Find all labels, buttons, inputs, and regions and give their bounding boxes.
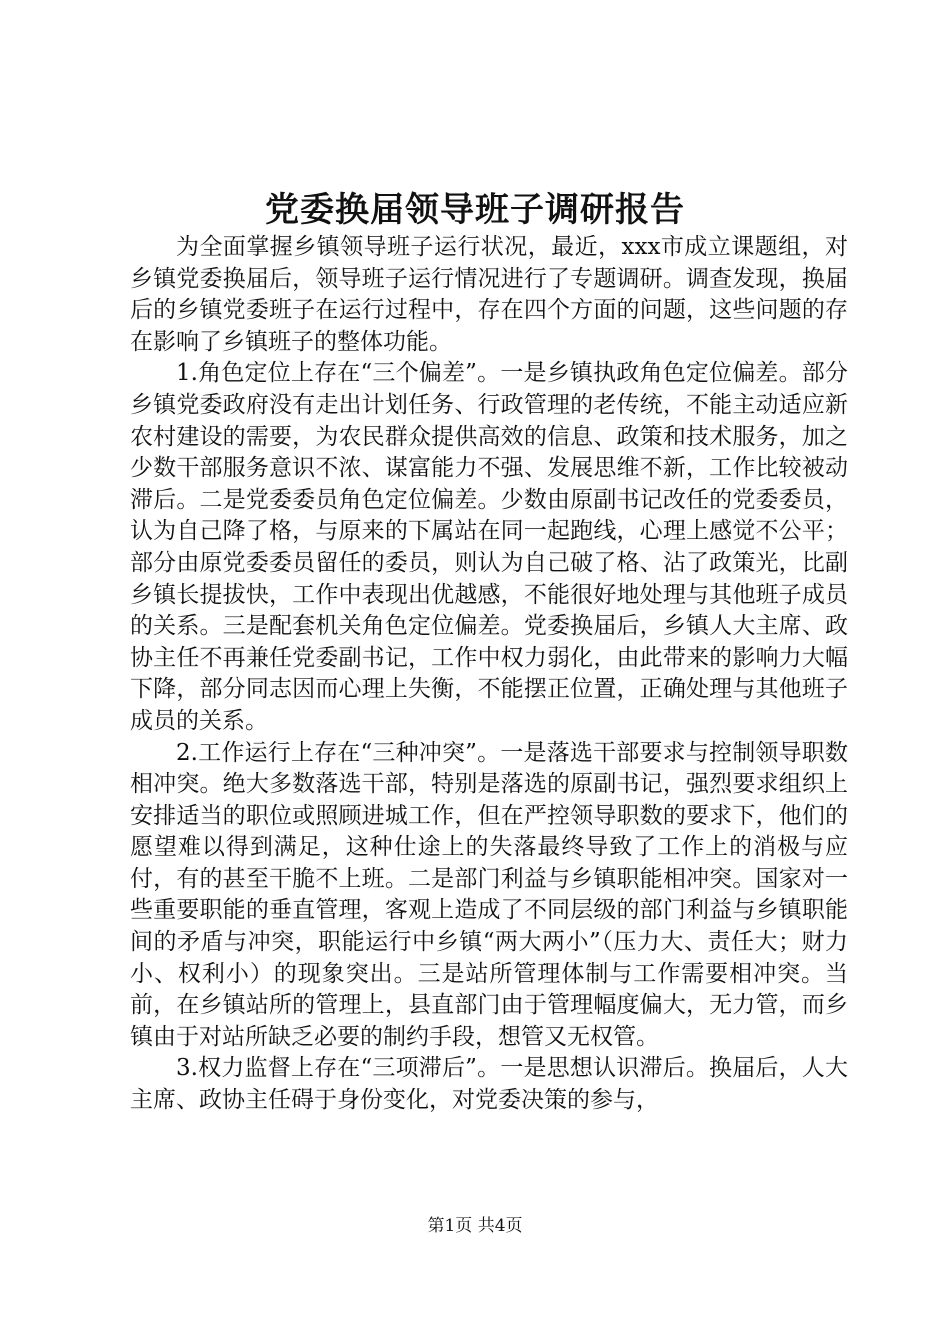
paragraph-section-3: 3.权力监督上存在“三项滞后”。一是思想认识滞后。换届后，人大主席、政协主任碍于身份变化，对党委决策的参与， (130, 1055, 848, 1114)
paragraph-intro: 为全面掌握乡镇领导班子运行状况，最近，xxx市成立课题组，对乡镇党委换届后，领导班子运行情况进行了专题调研。调查发现，换届后的乡镇党委班子在运行过程中，存在四个方面的问题，这些问题的存在影响了乡镇班子的整体功能。 (130, 234, 848, 355)
paragraph-section-2: 2.工作运行上存在“三种冲突”。一是落选干部要求与控制领导职数相冲突。绝大多数落选干部，特别是落选的原副书记，强烈要求组织上安排适当的职位或照顾进城工作，但在严控领导职数的要求下，他们的愿望难以得到满足，这种仕途上的失落最终导致了工作上的消极与应付，有的甚至干脆不上班。二是部门利益与乡镇职能相冲突。国家对一些重要职能的垂直管理，客观上造成了不同层级的部门利益与乡镇职能间的矛盾与冲突，职能运行中乡镇“两大两小”（压力大、责任大；财力小、权利小）的现象突出。三是站所管理体制与工作需要相冲突。当前，在乡镇站所的管理上，县直部门由于管理幅度偏大，无力管，而乡镇由于对站所缺乏必要的制约手段，想管又无权管。 (130, 739, 848, 1050)
document-body (130, 232, 848, 1117)
paragraph-section-1: 1.角色定位上存在“三个偏差”。一是乡镇执政角色定位偏差。部分乡镇党委政府没有走出计划任务、行政管理的老传统，不能主动适应新农村建设的需要，为农民群众提供高效的信息、政策和技术服务，加之少数干部服务意识不浓、谋富能力不强、发展思维不新，工作比较被动滞后。二是党委委员角色定位偏差。少数由原副书记改任的党委委员，认为自己降了格，与原来的下属站在同一起跑线，心理上感觉不公平；部分由原党委委员留任的委员，则认为自己破了格、沾了政策光，比副乡镇长提拔快，工作中表现出优越感，不能很好地处理与其他班子成员的关系。三是配套机关角色定位偏差。党委换届后，乡镇人大主席、政协主任不再兼任党委副书记，工作中权力弱化，由此带来的影响力大幅下降，部分同志因而心理上失衡，不能摆正位置，正确处理与其他班子成员的关系。 (130, 360, 848, 734)
document-title: 党委换届领导班子调研报告 (265, 190, 685, 230)
page-footer: 第1页 共4页 (427, 1216, 523, 1236)
